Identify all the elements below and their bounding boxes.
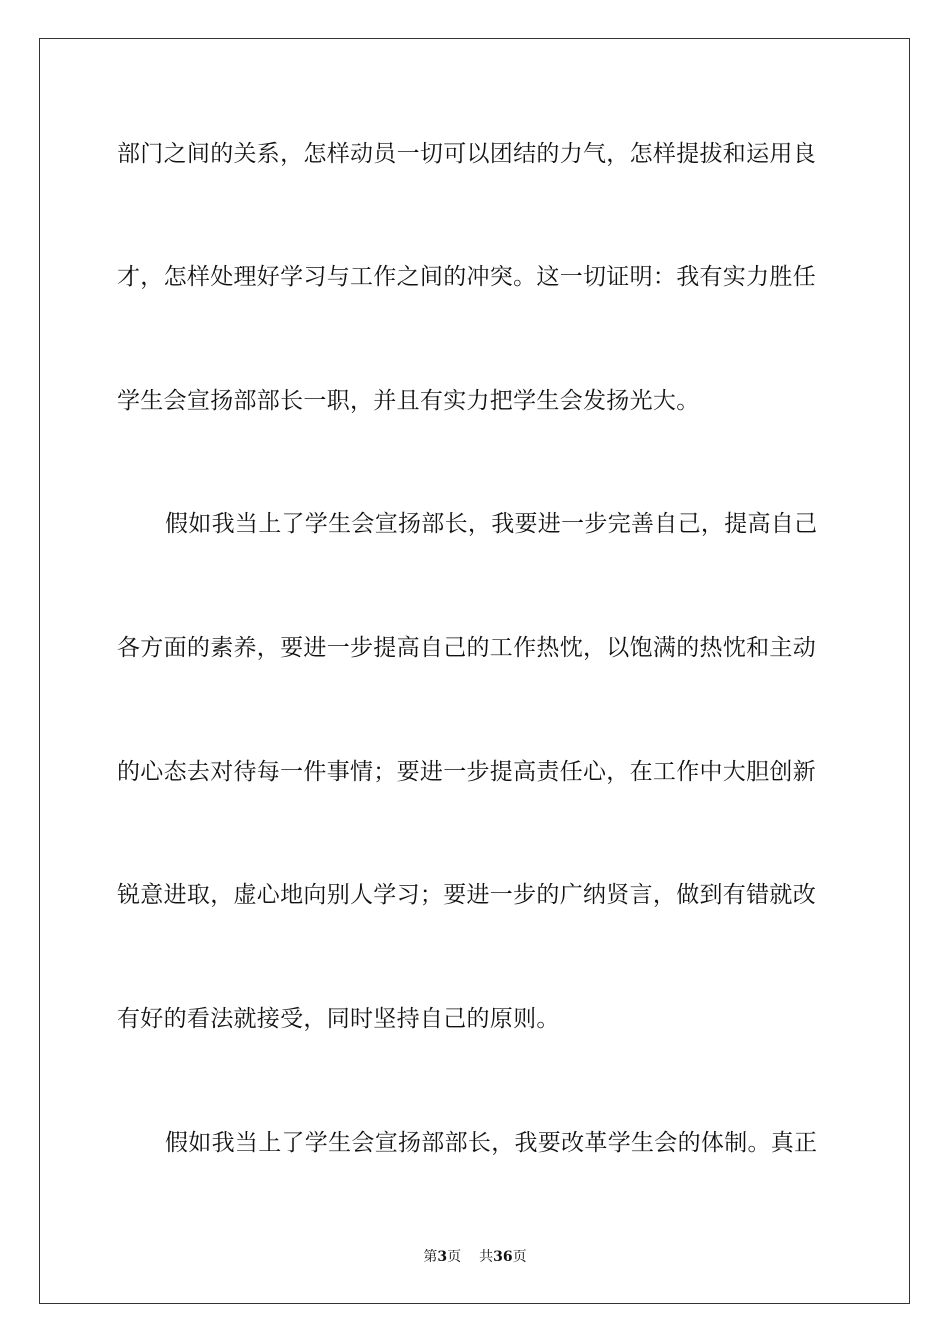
page-number: 3	[437, 1249, 448, 1265]
body-line-4: 假如我当上了学生会宣扬部长，我要进一步完善自己，提高自己	[165, 511, 818, 537]
total-prefix: 共	[479, 1249, 494, 1265]
total-pages: 36	[493, 1249, 513, 1265]
page-suffix: 页	[447, 1249, 462, 1265]
body-line-3: 学生会宣扬部部长一职，并且有实力把学生会发扬光大。	[117, 388, 700, 414]
page-prefix: 第	[423, 1249, 438, 1265]
body-line-6: 的心态去对待每一件事情；要进一步提高责任心，在工作中大胆创新	[117, 759, 816, 785]
body-line-2: 才，怎样处理好学习与工作之间的冲突。这一切证明：我有实力胜任	[117, 264, 816, 290]
body-line-5: 各方面的素养，要进一步提高自己的工作热忱，以饱满的热忱和主动	[117, 635, 816, 661]
page-footer	[0, 1248, 950, 1266]
body-line-1: 部门之间的关系，怎样动员一切可以团结的力气，怎样提拔和运用良	[117, 141, 816, 167]
page-border	[39, 38, 910, 1304]
total-suffix: 页	[512, 1249, 527, 1265]
body-line-7: 锐意进取，虚心地向别人学习；要进一步的广纳贤言，做到有错就改	[117, 882, 816, 908]
body-line-8: 有好的看法就接受，同时坚持自己的原则。	[117, 1006, 560, 1032]
body-line-9: 假如我当上了学生会宣扬部部长，我要改革学生会的体制。真正	[165, 1130, 818, 1156]
